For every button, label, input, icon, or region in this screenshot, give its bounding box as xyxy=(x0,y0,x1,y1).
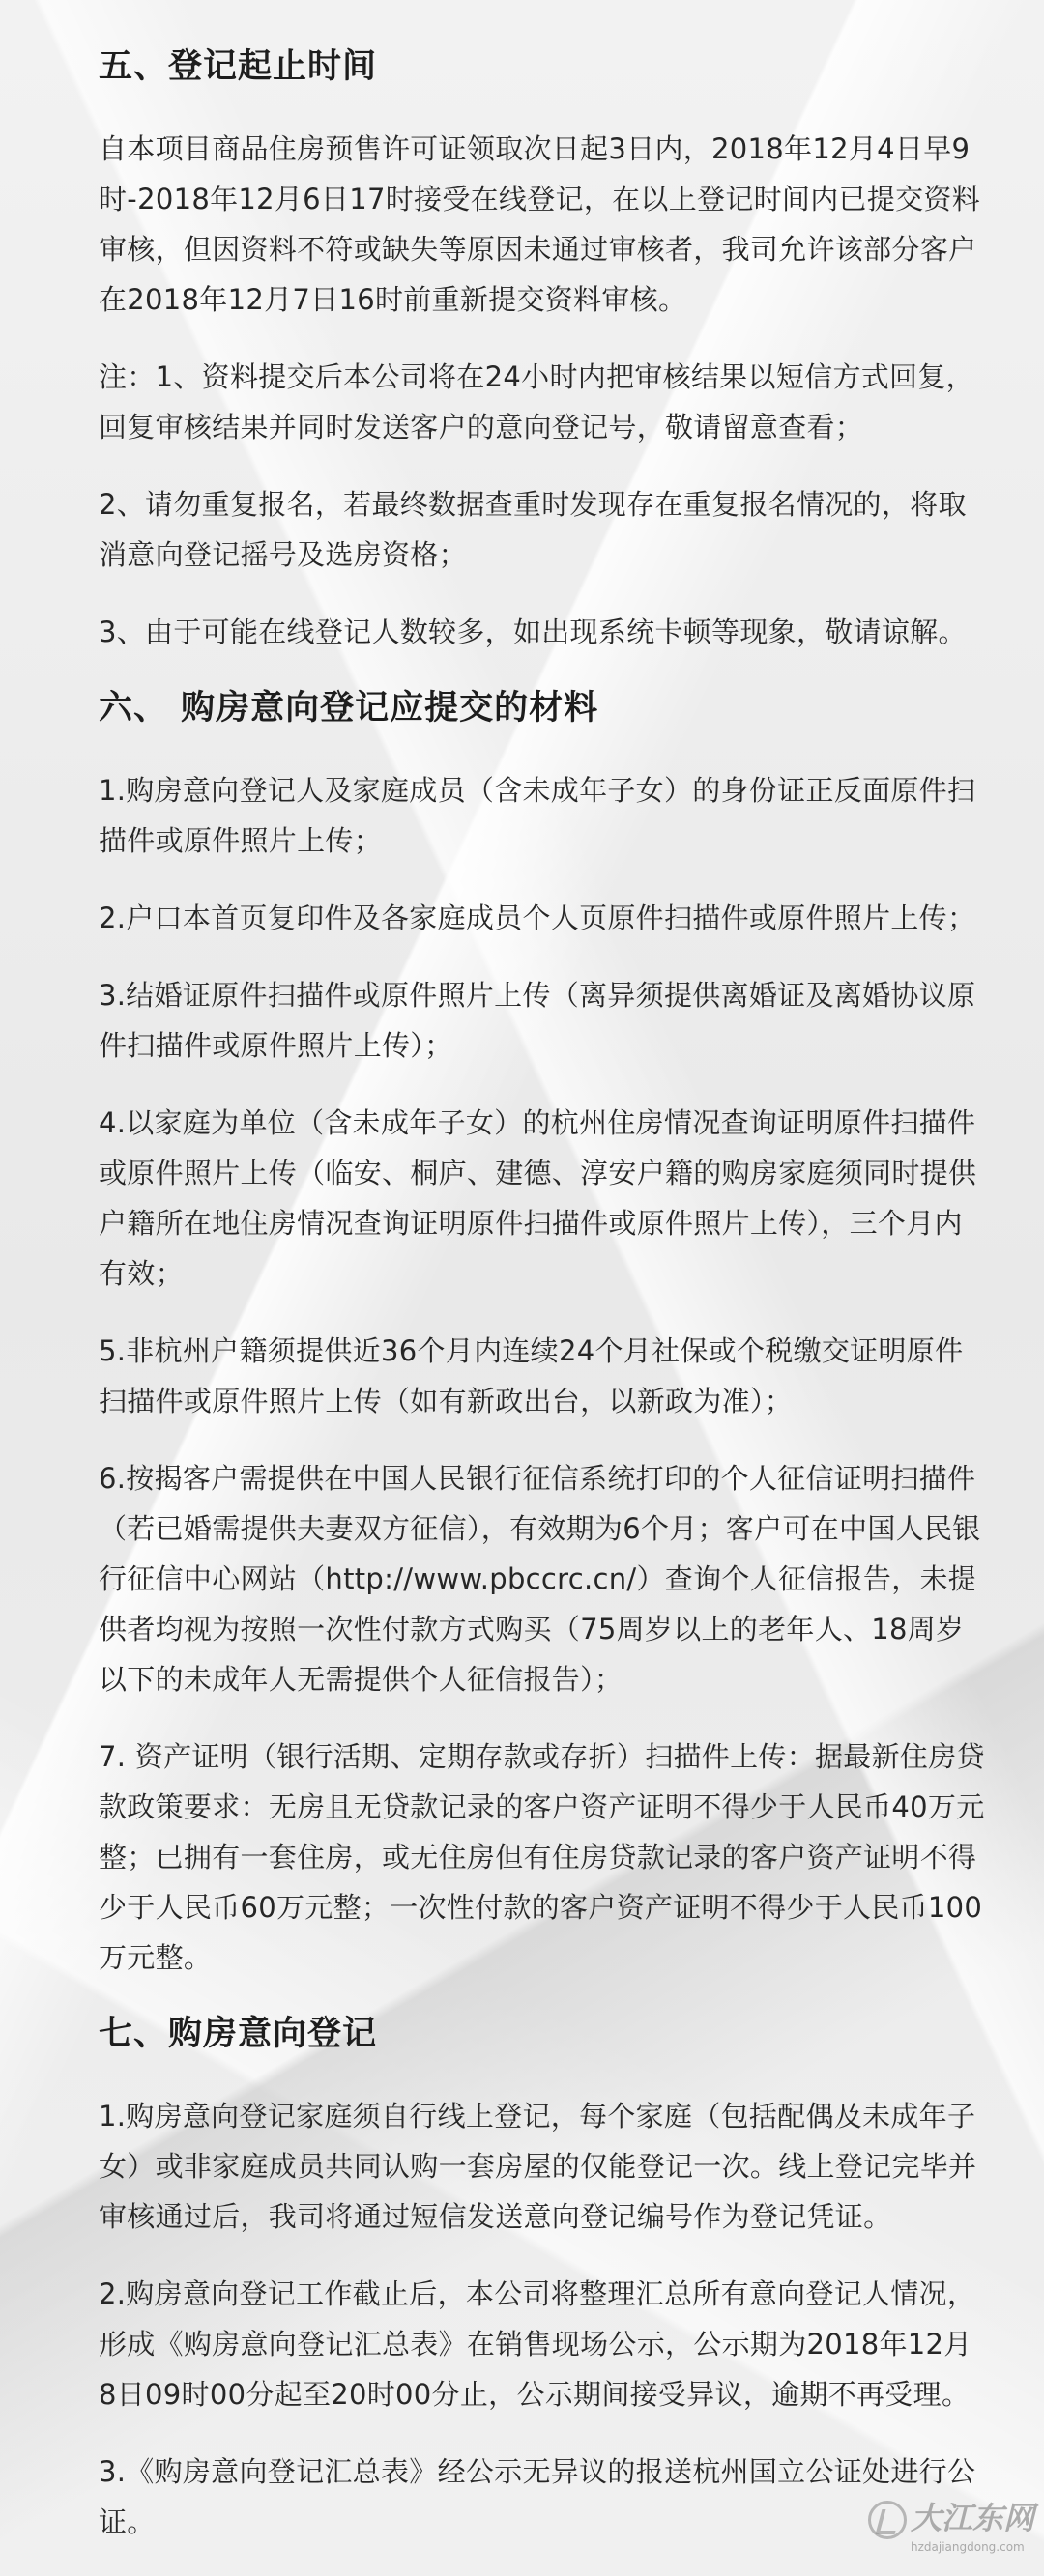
section-title: 七、购房意向登记 xyxy=(99,2015,378,2053)
site-logo-icon xyxy=(868,2501,907,2539)
watermark-site-name: 大江东网 xyxy=(911,2500,1035,2536)
paragraph: 1.购房意向登记人及家庭成员（含未成年子女）的身份证正反面原件扫描件或原件照片上传； xyxy=(99,774,976,857)
paragraph: 4.以家庭为单位（含未成年子女）的杭州住房情况查询证明原件扫描件或原件照片上传（临安、桐庐、建德、淳安户籍的购房家庭须同时提供户籍所在地住房情况查询证明原件扫描件或原件照片上传），三个月内有效； xyxy=(99,1106,977,1290)
section-registration-period xyxy=(99,43,986,657)
paragraph: 5.非杭州户籍须提供近36个月内连续24个月社保或个税缴交证明原件扫描件或原件照片上传（如有新政出台，以新政为准）； xyxy=(99,1334,964,1417)
section-title: 六、 购房意向登记应提交的材料 xyxy=(99,689,599,728)
section-title: 五、登记起止时间 xyxy=(99,47,378,86)
site-watermark xyxy=(868,2497,1035,2564)
paragraph: 2、请勿重复报名，若最终数据查重时发现存在重复报名情况的，将取消意向登记摇号及选房资格； xyxy=(99,488,967,571)
paragraph: 1.购房意向登记家庭须自行线上登记，每个家庭（包括配偶及未成年子女）或非家庭成员共同认购一套房屋的仅能登记一次。线上登记完毕并审核通过后，我司将通过短信发送意向登记编号作为登记凭证。 xyxy=(99,2100,977,2233)
section-purchase-registration xyxy=(99,2010,986,2547)
paragraph: 3、由于可能在线登记人数较多，如出现系统卡顿等现象，敬请谅解。 xyxy=(99,615,967,648)
paragraph: 3.《购房意向登记汇总表》经公示无异议的报送杭州国立公证处进行公证。 xyxy=(99,2455,976,2538)
watermark-url: hzdajiangdong.com xyxy=(911,2540,1025,2554)
paragraph: 7. 资产证明（银行活期、定期存款或存折）扫描件上传：据最新住房贷款政策要求：无房且无贷款记录的客户资产证明不得少于人民币40万元整；已拥有一套住房，或无住房但有住房贷款记录的客户资产证明不得少于人民币60万元整；一次性付款的客户资产证明不得少于人民币100万元整。 xyxy=(99,1740,985,1974)
paragraph: 注：1、资料提交后本公司将在24小时内把审核结果以短信方式回复，回复审核结果并同时发送客户的意向登记号，敬请留意查看； xyxy=(99,360,974,444)
paragraph: 6.按揭客户需提供在中国人民银行征信系统打印的个人征信证明扫描件（若已婚需提供夫妻双方征信），有效期为6个月；客户可在中国人民银行征信中心网站（http://www.pbccrc.cn/）查询个人征信报告，未提供者均视为按照一次性付款方式购买（75周岁以上的老年人、18周岁以下的未成年人无需提供个人征信报告）； xyxy=(99,1462,981,1696)
paragraph: 2.购房意向登记工作截止后，本公司将整理汇总所有意向登记人情况，形成《购房意向登记汇总表》在销售现场公示，公示期为2018年12月8日09时00分起至20时00分止，公示期间接受异议，逾期不再受理。 xyxy=(99,2277,976,2411)
paragraph: 自本项目商品住房预售许可证领取次日起3日内，2018年12月4日早9时-2018年12月6日17时接受在线登记，在以上登记时间内已提交资料审核，但因资料不符或缺失等原因未通过审核者，我司允许该部分客户在2018年12月7日16时前重新提交资料审核。 xyxy=(99,132,981,316)
paragraph: 2.户口本首页复印件及各家庭成员个人页原件扫描件或原件照片上传； xyxy=(99,902,976,934)
paragraph: 3.结婚证原件扫描件或原件照片上传（离异须提供离婚证及离婚协议原件扫描件或原件照片上传）； xyxy=(99,979,976,1062)
section-required-materials xyxy=(99,684,986,1983)
